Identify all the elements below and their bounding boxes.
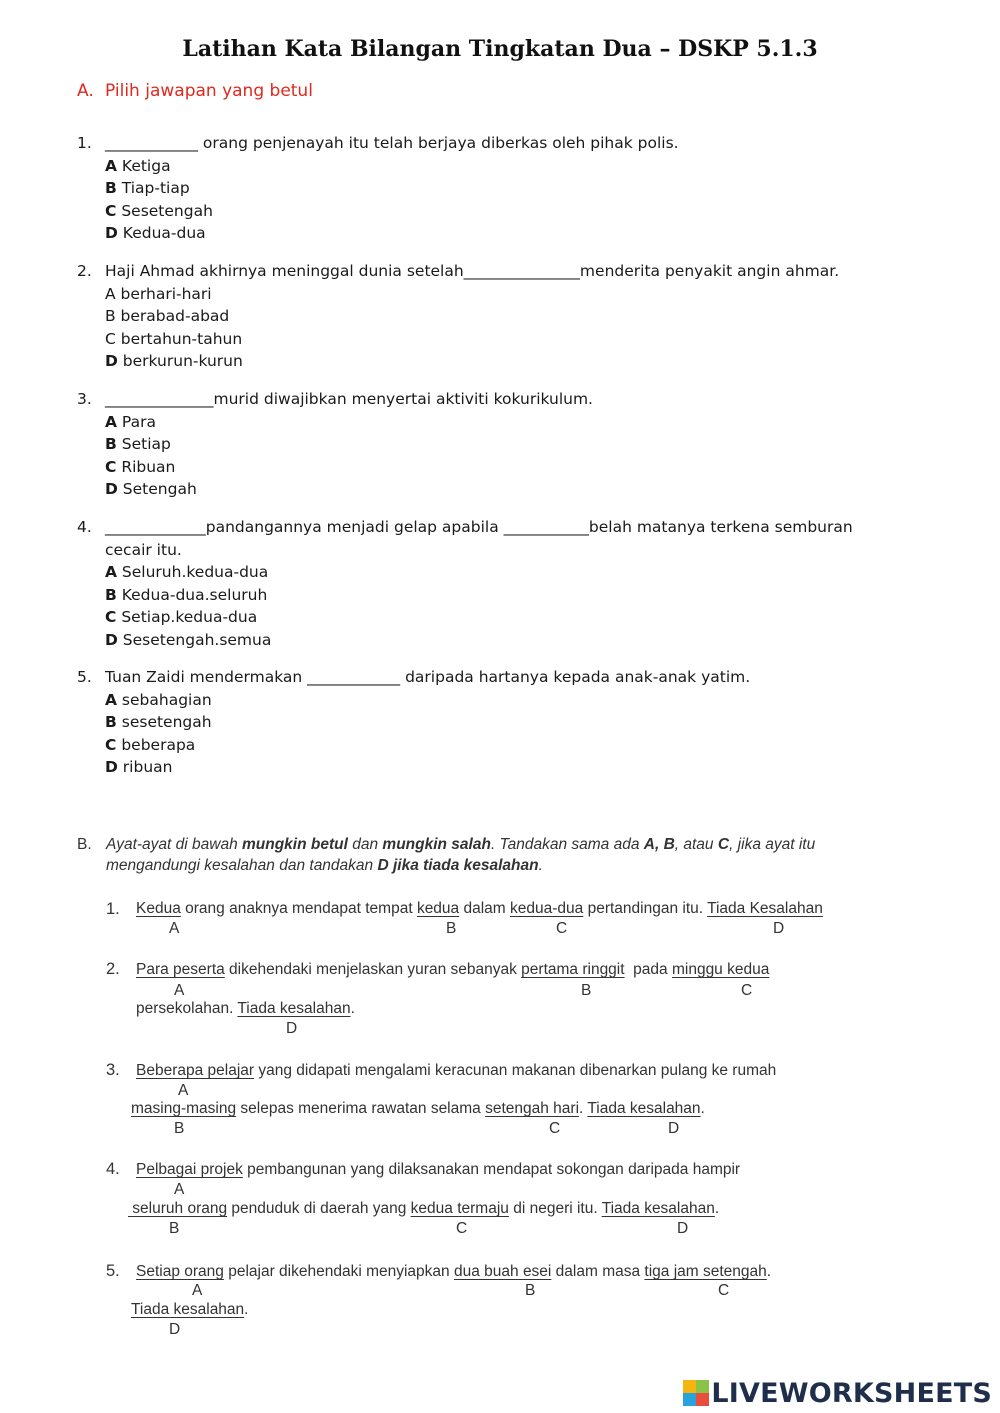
b-item-3-line-1: Beberapa pelajar yang didapati mengalami keracunan makanan dibenarkan pulang ke rumah — [136, 1062, 777, 1079]
label-a: A — [192, 1282, 203, 1299]
question-4 — [77, 516, 895, 651]
label-d: D — [169, 1321, 181, 1338]
label-a: A — [169, 920, 180, 937]
underlined-segment-c[interactable]: kedua termaju — [410, 1200, 509, 1217]
option-a[interactable]: A Para — [105, 412, 156, 431]
section-a-instruction: Pilih jawapan yang betul — [105, 81, 313, 101]
question-number: 2. — [77, 262, 92, 280]
underlined-segment-b[interactable]: pertama ringgit — [521, 961, 625, 978]
section-a-heading — [77, 81, 313, 101]
underlined-segment-d[interactable]: Tiada kesalahan — [131, 1301, 245, 1318]
option-c[interactable]: C Ribuan — [105, 457, 176, 476]
b-item-number: 4. — [106, 1160, 120, 1178]
option-d[interactable]: D Kedua-dua — [105, 224, 206, 242]
label-c: C — [456, 1220, 468, 1237]
question-number: 3. — [77, 390, 92, 408]
logo-text: LIVEWORKSHEETS — [711, 1377, 992, 1409]
b-item-2-line-1: Para peserta dikehendaki menjelaskan yuran sebanyak pertama ringgit pada minggu kedua — [136, 961, 770, 978]
underlined-segment-a[interactable]: Beberapa pelajar — [136, 1062, 255, 1079]
b-item-2-line-2: persekolahan. Tiada kesalahan. — [136, 1000, 355, 1017]
question-text: ______________murid diwajibkan menyertai aktiviti kokurikulum. — [105, 390, 593, 408]
option-b[interactable]: B Tiap-tiap — [105, 179, 190, 197]
label-b: B — [169, 1220, 180, 1237]
question-text: Tuan Zaidi mendermakan ____________ daripada hartanya kepada anak-anak yatim. — [105, 668, 751, 686]
question-3 — [77, 388, 895, 501]
underlined-segment-a[interactable]: Para peserta — [136, 961, 225, 978]
option-d[interactable]: D Sesetengah.semua — [105, 630, 272, 649]
option-d[interactable]: D Setengah — [105, 480, 197, 498]
option-a[interactable]: A sebahagian — [105, 690, 212, 709]
question-5 — [77, 666, 895, 779]
underlined-segment-d[interactable]: Tiada kesalahan — [587, 1100, 701, 1117]
question-text: ____________ orang penjenayah itu telah berjaya diberkas oleh pihak polis. — [105, 134, 679, 152]
option-c[interactable]: C bertahun-tahun — [105, 329, 243, 348]
question-number: 4. — [77, 518, 92, 536]
label-b: B — [446, 920, 457, 937]
section-b-heading — [77, 834, 896, 876]
section-b-letter: B. — [77, 836, 92, 853]
underlined-segment-a[interactable]: Pelbagai projek — [136, 1161, 243, 1178]
b-item-5-line-2: Tiada kesalahan. — [131, 1301, 249, 1318]
question-number: 1. — [77, 134, 92, 152]
b-item-number: 2. — [106, 960, 120, 978]
underlined-segment-b[interactable]: masing-masing — [131, 1100, 237, 1117]
b-item-number: 5. — [106, 1262, 120, 1280]
underlined-segment-a[interactable]: Kedua — [136, 900, 181, 917]
question-text: Haji Ahmad akhirnya meninggal dunia setelah_______________menderita penyakit angin ahmar. — [105, 262, 840, 280]
question-2 — [77, 260, 895, 373]
option-a[interactable]: A berhari-hari — [105, 284, 212, 303]
label-c: C — [718, 1282, 730, 1299]
label-c: C — [549, 1120, 561, 1137]
b-item-4-line-2: seluruh orang penduduk di daerah yang kedua termaju di negeri itu. Tiada kesalahan. — [128, 1200, 720, 1217]
label-d: D — [668, 1120, 680, 1137]
label-b: B — [525, 1282, 536, 1299]
b-item-4-line-1: Pelbagai projek pembangunan yang dilaksanakan mendapat sokongan daripada hampir — [136, 1161, 741, 1178]
option-a[interactable]: A Ketiga — [105, 156, 171, 175]
option-b[interactable]: B Kedua-dua.seluruh — [105, 585, 268, 604]
underlined-segment-c[interactable]: setengah hari — [485, 1100, 580, 1117]
page-title: Latihan Kata Bilangan Tingkatan Dua – DSKP 5.1.3 — [182, 36, 818, 62]
liveworksheets-logo-icon — [683, 1380, 709, 1406]
underlined-segment-b[interactable]: dua buah esei — [453, 1263, 552, 1280]
option-c[interactable]: C beberapa — [105, 735, 196, 754]
liveworksheets-logo — [683, 1377, 992, 1409]
label-a: A — [174, 982, 185, 999]
label-a: A — [174, 1181, 185, 1198]
question-1 — [77, 132, 895, 245]
option-b[interactable]: B sesetengah — [105, 713, 212, 731]
underlined-segment-c[interactable]: tiga jam setengah — [644, 1263, 767, 1280]
b-item-number: 1. — [106, 900, 120, 918]
question-text: _____________pandangannya menjadi gelap apabila ___________belah matanya terkena semburan cecair itu. — [105, 518, 853, 559]
label-d: D — [286, 1020, 298, 1037]
label-c: C — [741, 982, 753, 999]
underlined-segment-b[interactable]: kedua — [416, 900, 460, 917]
label-c: C — [556, 920, 568, 937]
option-b[interactable]: B berabad-abad — [105, 307, 230, 325]
label-b: B — [581, 982, 592, 999]
underlined-segment-a[interactable]: Setiap orang — [136, 1263, 224, 1280]
option-b[interactable]: B Setiap — [105, 435, 171, 453]
b-item-3-line-2: masing-masing selepas menerima rawatan selama setengah hari. Tiada kesalahan. — [131, 1100, 705, 1117]
option-d[interactable]: D berkurun-kurun — [105, 352, 243, 370]
label-b: B — [174, 1120, 185, 1137]
b-item-1-line: Kedua orang anaknya mendapat tempat kedua dalam kedua-dua pertandingan itu. Tiada Kesalahan — [136, 900, 823, 917]
b-item-5-line-1: Setiap orang pelajar dikehendaki menyiapkan dua buah esei dalam masa tiga jam setengah. — [136, 1263, 772, 1280]
option-c[interactable]: C Setiap.kedua-dua — [105, 608, 258, 626]
underlined-segment-d[interactable]: Tiada kesalahan — [601, 1200, 715, 1217]
underlined-segment-d[interactable]: Tiada Kesalahan — [707, 900, 823, 917]
section-a-letter: A. — [77, 81, 94, 101]
section-b-instruction: Ayat-ayat di bawah mungkin betul dan mungkin salah. Tandakan sama ada A, B, atau C, jika ayat itu mengandungi kesalahan dan tandakan D jika tiada kesalahan. — [106, 836, 816, 874]
option-a[interactable]: A Seluruh.kedua-dua — [105, 563, 269, 581]
question-number: 5. — [77, 668, 92, 686]
underlined-segment-b[interactable]: seluruh orang — [128, 1200, 228, 1217]
underlined-segment-c[interactable]: minggu kedua — [671, 961, 770, 978]
label-a: A — [178, 1082, 189, 1099]
label-d: D — [773, 920, 785, 937]
underlined-segment-c[interactable]: kedua-dua — [510, 900, 584, 917]
option-d[interactable]: D ribuan — [105, 758, 173, 776]
underlined-segment-d[interactable]: Tiada kesalahan — [237, 1000, 351, 1017]
b-item-number: 3. — [106, 1061, 120, 1079]
option-c[interactable]: C Sesetengah — [105, 201, 213, 220]
label-d: D — [677, 1220, 689, 1237]
